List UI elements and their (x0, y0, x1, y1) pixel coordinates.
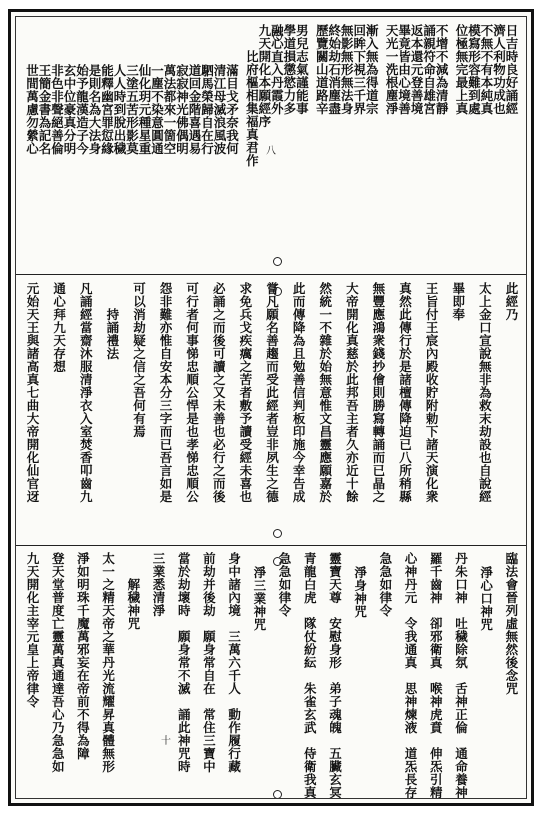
text-column: 萬法都來一箇空 (162, 64, 177, 155)
text-column: 九天開化主宰元皇上帝律令 (25, 552, 40, 708)
text-column: 不增不減為清靜 (434, 24, 450, 115)
text-column: 日吉時良好誦經 (504, 24, 519, 115)
text-column: 非色非聲絕善倫 (49, 64, 65, 155)
text-column: 學道損懲慾力多 (281, 24, 297, 115)
text-column: 可行者何事悌忠順公悍是也孝悌忠順公 (184, 282, 200, 503)
text-column: 誦親符命自雄宮 (421, 24, 437, 115)
text-column: 淨三業神咒 (251, 566, 267, 631)
text-column: 漸入無為得道宗 (364, 24, 380, 115)
text-column: 九天開化本願經序 (256, 24, 272, 128)
text-column: 淨身神咒 (352, 566, 368, 618)
text-column: 身中諸內境 三萬六千人 動作履行藏 (226, 552, 242, 773)
scripture-page (8, 9, 534, 806)
text-column: 畢竟皆由心境善 (396, 24, 412, 115)
middle-register-columns (25, 282, 517, 540)
text-column: 淨如明珠千魔萬邪妄在帝前不得為障 (75, 552, 91, 760)
text-column: 仙化玥元種星重 (137, 64, 152, 155)
text-column: 當於劫壞時 願身常不滅 誦此神咒時 (176, 552, 192, 773)
text-column: 急急如律令 (277, 552, 293, 617)
text-column: 無影無形無法身 (339, 24, 355, 115)
bottom-register (25, 552, 517, 802)
text-column: 是則名為大法身 (87, 64, 102, 155)
text-column: 怨非難亦惟自安本分三字而已吾言如是 (158, 282, 174, 503)
text-column: 返本還元登善境 (409, 24, 425, 115)
text-column: 無豐應鴻衆錢抄儈則勝寫轉誦而已晶之 (370, 282, 386, 503)
text-column: 歷覽關山道路辛 (314, 24, 330, 115)
text-column: 靈寶天尊 安慰身形 弟子魂魄 五臟玄冥 (327, 552, 343, 799)
text-column: 解穢神咒 (125, 578, 141, 630)
text-column: 此經乃 (503, 282, 519, 321)
bottom-register-columns (25, 552, 517, 802)
text-column: 模寫形容難到處 (466, 24, 482, 115)
text-column: 前劫并後劫 願身常自在 常住三寶中 (201, 552, 217, 773)
text-column: 清江母滅浪風波 (212, 64, 227, 155)
text-column: 比府樞相集福真君作 (244, 50, 260, 167)
text-column: 寂寂神光佛偶明 (174, 64, 190, 155)
text-column: 急急如律令 (377, 552, 393, 617)
text-column: 畢即奉 (450, 282, 466, 321)
top-register-columns (25, 24, 517, 270)
folio-mark: 十 (161, 736, 171, 747)
text-column: 天光一洗根塵淨 (384, 24, 400, 115)
text-column: 真然此傳行於是諸檀傳降迫已八所稍縣 (397, 282, 413, 503)
text-column: 玄中位豪真分明 (62, 64, 77, 155)
text-column: 求免兵戈疾癘之苦者敷予讀受經未喜也 (237, 282, 253, 503)
text-column: 滿目戈矛奈我何 (224, 64, 240, 155)
text-column: 能釋幽宮罪愆緣 (99, 64, 115, 155)
text-column: 駟馬榮歸自在行 (199, 64, 215, 155)
text-column: 淨心口神咒 (478, 566, 494, 631)
text-column: 始予龍漢造子今 (74, 64, 90, 155)
text-column: 男兒志氣謹能事 (294, 24, 310, 115)
text-column: 丹朱口神 吐穢除氛 舌神正倫 通命養神 (453, 552, 469, 799)
text-column: 融心直入丹霞外 (269, 24, 285, 115)
register-divider-top (16, 274, 526, 275)
text-column: 青龍白虎 隊仗紛紜 朱雀玄武 侍衛我真 (302, 552, 318, 799)
text-column: 道回金階喜遇易 (187, 64, 202, 155)
text-column: 持誦禮法 (104, 308, 120, 360)
text-column: 心神丹元 令我通真 思神煉液 道炁長存 (403, 552, 419, 799)
text-column: 登天堂普度亡靈萬真通達吾心乃急急如 (50, 552, 66, 773)
text-column: 嘗凡願名善趨而受此經者豈非夙生之德 (264, 282, 280, 503)
text-column: 可以消劫疑之信之吾何有焉 (131, 282, 147, 438)
text-column: 臨法會晉列虛無然後念咒 (503, 552, 519, 695)
text-column: 羅千齒神 卻邪衛真 喉神虎賁 伸炁引精 (428, 552, 444, 799)
text-column: 人人時到脫出穢 (112, 64, 127, 155)
text-column: 太上金口宣說無非為救末劫設也自說經 (477, 282, 493, 503)
middle-register (25, 282, 517, 540)
top-register (25, 24, 517, 270)
text-column: 王簡金書為記名 (37, 64, 52, 155)
text-column: 通心拜九天存想 (51, 282, 67, 373)
text-column: 必誦之而後可讀之又未善也必行之而後 (211, 282, 227, 503)
text-column: 回眸下視三千界 (351, 24, 367, 115)
text-column: 王旨付王宸內殿收貯附勅下諸天演化衆 (424, 282, 440, 503)
text-column: 世間萬慮勿縈心 (24, 64, 40, 155)
folio-mark: 八 (266, 146, 276, 157)
text-column: 終始劫石消塵盡 (326, 24, 342, 115)
text-column: 然統一不雜於始無意惟文昌靈應願嘉於 (317, 282, 333, 503)
register-divider-bottom (16, 545, 526, 546)
text-column: 三塗五苦形影莫 (124, 64, 140, 155)
text-column: 元始天王與諸高真七曲大帝開化仙官迓 (25, 282, 40, 503)
text-column: 大帝開化真慈於此邦吾主者久亦近十餘 (344, 282, 360, 503)
text-column: 凡誦經當齋沐服清淨衣入室焚香叩齒九 (78, 282, 94, 503)
text-column: 三業悉清淨 (151, 552, 167, 617)
text-column: 位極無完最上真 (454, 24, 469, 115)
text-column: 不無不有本純真 (479, 24, 494, 115)
text-column: 此而傳降為且勉善信判板印施今幸告成 (291, 282, 307, 503)
text-column: 太一之精天帝之華丹光流耀昇真體無形 (100, 552, 116, 773)
text-column: 濟人利物功成也 (491, 24, 507, 115)
text-column: 一塵不染意圓通 (149, 64, 165, 155)
